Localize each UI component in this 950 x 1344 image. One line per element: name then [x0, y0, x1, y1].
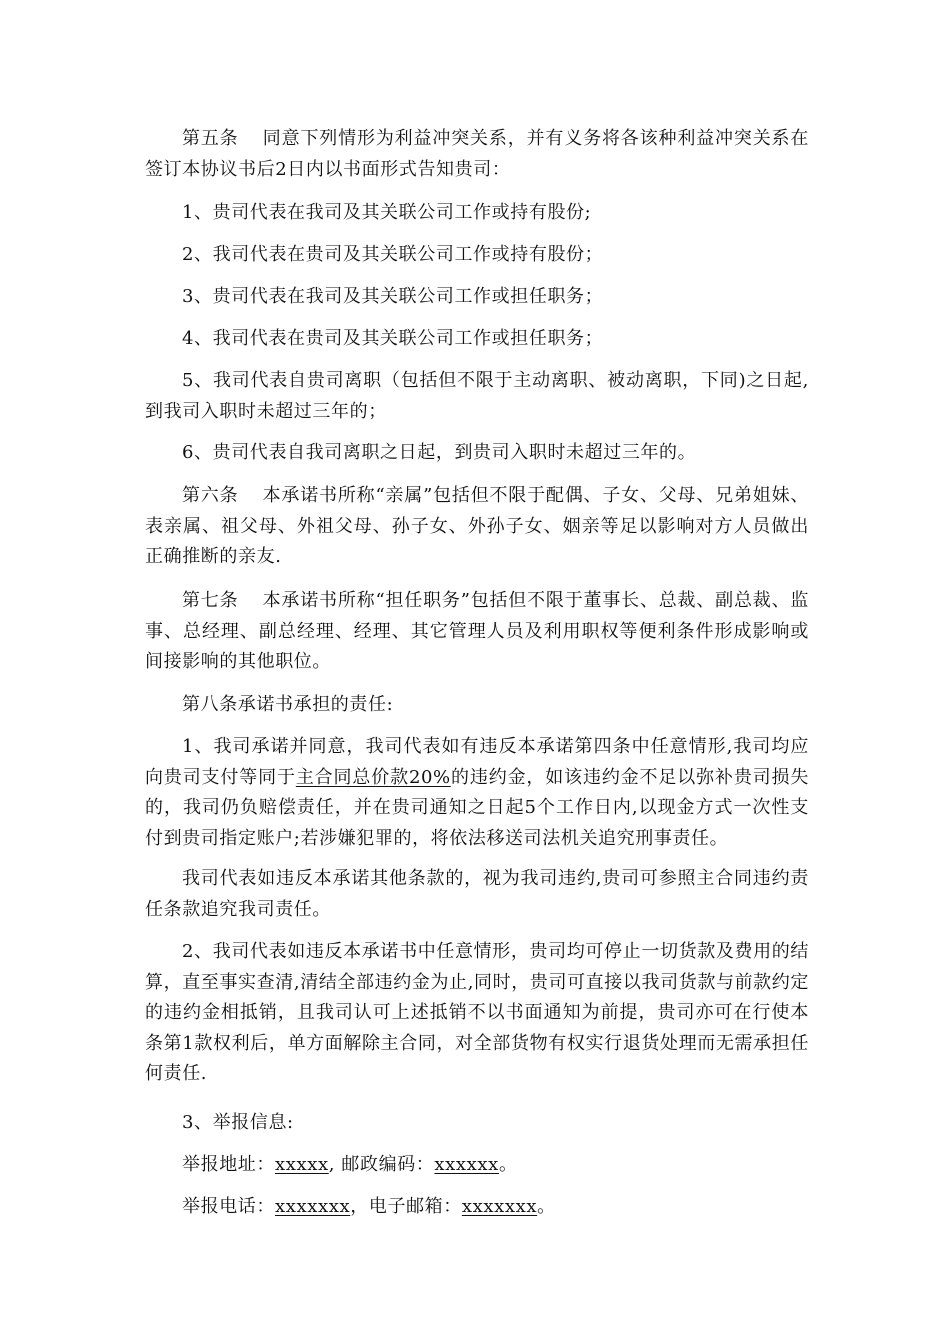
- article8-clause-2: 2、我司代表如违反本承诺书中任意情形，贵司均可停止一切货款及费用的结算，直至事实查清,清结全部违约金为止,同时，贵司可直接以我司货款与前款约定的违约金相抵销，且我司认可上述抵销不以书面通知为前提，贵司亦可在行使本条第1款权利后，单方面解除主合同，对全部货物有权实行退货处理而无需承担任何责任.: [145, 941, 809, 1084]
- article6-paragraph: [145, 481, 809, 573]
- article8-clause-3: 3、举报信息:: [182, 1112, 294, 1133]
- article5-item-4: 4、我司代表在贵司及其关联公司工作或担任职务；: [182, 328, 604, 349]
- article8-clause-1-extra: 我司代表如违反本承诺其他条款的，视为我司违约,贵司可参照主合同违约责任条款追究我司责任。: [145, 868, 809, 920]
- article5-text: 同意下列情形为利益冲突关系，并有义务将各该种利益冲突关系在签订本协议书后2日内以书面形式告知贵司：: [145, 128, 809, 180]
- report-address-line: [145, 1150, 809, 1181]
- article5-paragraph: [145, 124, 809, 185]
- article5-title: 第五条: [182, 128, 239, 149]
- report-postcode-value: xxxxxx: [434, 1154, 499, 1175]
- article8-title: 第八条承诺书承担的责任:: [182, 694, 394, 715]
- report-phone-value: xxxxxxx: [275, 1196, 351, 1217]
- report-address-value: xxxxx: [275, 1154, 329, 1175]
- clause1-text-after: 的违约金，如该违约金不足以弥补贵司损失的，我司仍负赔偿责任，并在贵司通知之日起5个工作日内,以现金方式一次性支付到贵司指定账户;若涉嫌犯罪的，将依法移送司法机关追究刑事责任。: [145, 766, 809, 849]
- report-phone-end: 。: [537, 1196, 556, 1217]
- report-address-end: 。: [498, 1154, 518, 1175]
- clause1-underlined-amount: 主合同总价款20%: [295, 766, 451, 788]
- report-phone-label: 举报电话：: [182, 1196, 275, 1217]
- article5-item-1: 1、贵司代表在我司及其关联公司工作或持有股份;: [182, 202, 592, 223]
- article5-item-5: 5、我司代表自贵司离职（包括但不限于主动离职、被动离职，下同)之日起,到我司入职时未超过三年的；: [145, 370, 809, 422]
- clause1-text-before: 1、我司承诺并同意，我司代表如有违反本承诺第四条中任意情形,我司均应向贵司支付等同于: [145, 736, 809, 788]
- report-phone-line: [145, 1192, 809, 1223]
- report-email-label: ，电子邮箱：: [350, 1196, 462, 1217]
- article7-text: 本承诺书所称“担任职务”包括但不限于董事长、总裁、副总裁、监事、总经理、副总经理、经理、其它管理人员及利用职权等便利条件形成影响或间接影响的其他职位。: [145, 590, 809, 672]
- article5-item-2: 2、我司代表在贵司及其关联公司工作或持有股份；: [182, 244, 604, 265]
- article6-text: 本承诺书所称“亲属”包括但不限于配偶、子女、父母、兄弟姐妹、表亲属、祖父母、外祖父母、孙子女、外孙子女、姻亲等足以影响对方人员做出正确推断的亲友.: [145, 485, 809, 567]
- article7-title: 第七条: [182, 590, 239, 611]
- article8-clause-1: [145, 732, 809, 854]
- article7-paragraph: [145, 586, 809, 678]
- article5-item-3: 3、贵司代表在我司及其关联公司工作或担任职务；: [182, 286, 604, 307]
- article5-item-6: 6、贵司代表自我司离职之日起，到贵司入职时未超过三年的。: [182, 442, 697, 463]
- article6-title: 第六条: [182, 485, 239, 506]
- report-postcode-label: , 邮政编码：: [328, 1154, 435, 1175]
- report-address-label: 举报地址：: [182, 1154, 275, 1175]
- report-email-value: xxxxxxx: [461, 1196, 538, 1217]
